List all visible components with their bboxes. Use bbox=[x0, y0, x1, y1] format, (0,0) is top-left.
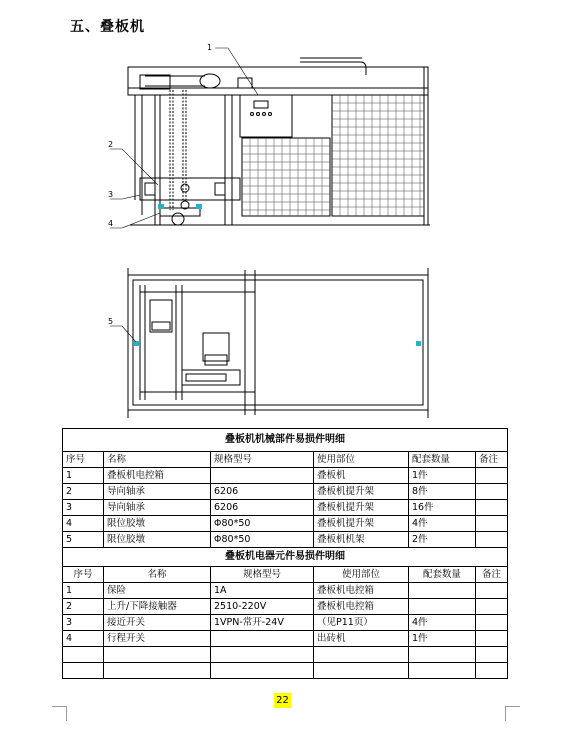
electrical-table-title: 叠板机电器元件易损件明细 bbox=[63, 548, 508, 567]
table-cell: 6206 bbox=[211, 500, 314, 516]
table-cell: 4件 bbox=[409, 615, 476, 631]
table-cell: 3 bbox=[63, 500, 104, 516]
table-cell: 4 bbox=[63, 516, 104, 532]
callout-4: 4 bbox=[108, 219, 114, 228]
table-row bbox=[63, 583, 508, 599]
header-cell: 备注 bbox=[476, 567, 508, 583]
header-cell: 序号 bbox=[63, 452, 104, 468]
header-cell: 名称 bbox=[104, 452, 211, 468]
table-row bbox=[63, 615, 508, 631]
callout-5: 5 bbox=[108, 317, 114, 326]
callout-2: 2 bbox=[108, 140, 114, 149]
table-cell: 限位胶墩 bbox=[104, 532, 211, 548]
table-cell bbox=[211, 631, 314, 647]
table-cell: 叠板机电控箱 bbox=[314, 583, 409, 599]
table-cell: 16件 bbox=[409, 500, 476, 516]
table-cell: Φ80*50 bbox=[211, 516, 314, 532]
table-row bbox=[63, 532, 508, 548]
table-cell: Φ80*50 bbox=[211, 532, 314, 548]
table-cell: 导向轴承 bbox=[104, 500, 211, 516]
table-cell: 叠板机提升架 bbox=[314, 516, 409, 532]
table-row-empty bbox=[63, 663, 508, 679]
table-cell: 1件 bbox=[409, 631, 476, 647]
header-cell: 备注 bbox=[476, 452, 508, 468]
table-cell: 2件 bbox=[409, 532, 476, 548]
header-cell: 使用部位 bbox=[314, 452, 409, 468]
table-cell bbox=[476, 500, 508, 516]
table-cell bbox=[409, 583, 476, 599]
table-cell bbox=[476, 468, 508, 484]
table-cell: 1VPN-常开-24V bbox=[211, 615, 314, 631]
table-cell bbox=[476, 532, 508, 548]
table-cell: （见P11页） bbox=[314, 615, 409, 631]
table-row bbox=[63, 500, 508, 516]
table-cell bbox=[476, 484, 508, 500]
table-row bbox=[63, 516, 508, 532]
header-cell: 名称 bbox=[104, 567, 211, 583]
table-cell: 4 bbox=[63, 631, 104, 647]
table-cell: 接近开关 bbox=[104, 615, 211, 631]
table-cell: 2 bbox=[63, 484, 104, 500]
table-cell bbox=[211, 468, 314, 484]
table-cell: 6206 bbox=[211, 484, 314, 500]
table-row bbox=[63, 484, 508, 500]
table-cell: 5 bbox=[63, 532, 104, 548]
table-cell: 2 bbox=[63, 599, 104, 615]
table-cell: 1 bbox=[63, 583, 104, 599]
table-cell: 2510-220V bbox=[211, 599, 314, 615]
header-cell: 配套数量 bbox=[409, 567, 476, 583]
crop-mark bbox=[505, 706, 520, 721]
table-cell bbox=[476, 583, 508, 599]
header-cell: 规格型号 bbox=[211, 452, 314, 468]
section-heading: 五、叠板机 bbox=[70, 19, 145, 35]
table-row bbox=[63, 468, 508, 484]
table-cell bbox=[476, 516, 508, 532]
table-cell: 3 bbox=[63, 615, 104, 631]
table-cell: 叠板机提升架 bbox=[314, 500, 409, 516]
table-cell: 1 bbox=[63, 468, 104, 484]
spare-parts-table bbox=[62, 428, 508, 679]
table-cell: 4件 bbox=[409, 516, 476, 532]
table-cell: 行程开关 bbox=[104, 631, 211, 647]
table-cell bbox=[476, 631, 508, 647]
table-row bbox=[63, 631, 508, 647]
table-cell: 叠板机电控箱 bbox=[104, 468, 211, 484]
table-cell: 叠板机机架 bbox=[314, 532, 409, 548]
callout-3: 3 bbox=[108, 190, 114, 199]
header-cell: 规格型号 bbox=[211, 567, 314, 583]
table-cell: 保险 bbox=[104, 583, 211, 599]
table-cell bbox=[409, 599, 476, 615]
table-cell: 限位胶墩 bbox=[104, 516, 211, 532]
header-cell: 序号 bbox=[63, 567, 104, 583]
header-cell: 使用部位 bbox=[314, 567, 409, 583]
table-header-row bbox=[63, 567, 508, 583]
table-cell: 1A bbox=[211, 583, 314, 599]
table-header-row bbox=[63, 452, 508, 468]
table-cell bbox=[476, 599, 508, 615]
table-cell: 叠板机提升架 bbox=[314, 484, 409, 500]
mechanical-table-title: 叠板机机械部件易损件明细 bbox=[63, 429, 508, 452]
table-cell: 出砖机 bbox=[314, 631, 409, 647]
table-row-empty bbox=[63, 647, 508, 663]
table-cell: 导向轴承 bbox=[104, 484, 211, 500]
table-cell: 叠板机 bbox=[314, 468, 409, 484]
table-cell: 8件 bbox=[409, 484, 476, 500]
table-cell: 上升/下降接触器 bbox=[104, 599, 211, 615]
page-number: 22 bbox=[274, 693, 291, 708]
table-cell: 1件 bbox=[409, 468, 476, 484]
table-cell: 叠板机电控箱 bbox=[314, 599, 409, 615]
table-row bbox=[63, 599, 508, 615]
callout-1: 1 bbox=[207, 43, 213, 52]
table-cell bbox=[476, 615, 508, 631]
crop-mark bbox=[52, 706, 67, 721]
header-cell: 配套数量 bbox=[409, 452, 476, 468]
